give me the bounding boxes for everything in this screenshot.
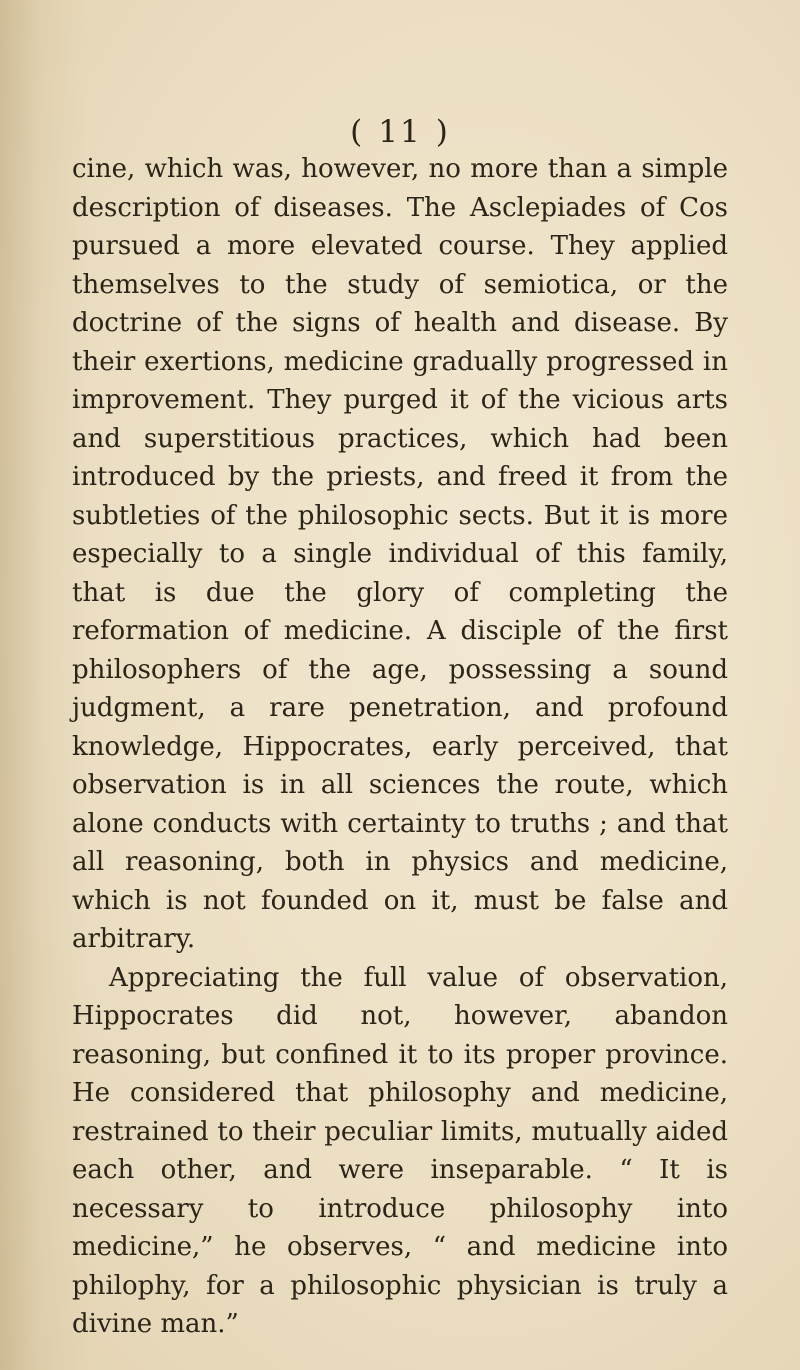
paragraph-2: Appreciating the full value of observation, Hippocrates did not, however, abandon reasoning, but confined it to its proper province. He considered that philosophy and medicine, restrained to their peculiar limits, mutually aided each other, and were inseparable. “ It is necessary to introduce philosophy into medicine,” he observes, “ and medicine into philophy, for a philosophic physician is truly a divine man.” xyxy=(72,962,728,1339)
page-body xyxy=(72,150,728,1344)
page-number-value: 11 xyxy=(378,114,422,150)
page-number: ( 11 ) xyxy=(350,114,450,150)
paragraph-1: cine, which was, however, no more than a simple description of diseases. The Asclepiades of Cos pursued a more elevated course. They applied themselves to the study of semiotica, or the doctrine of the signs of health and disease. By their exertions, medicine gradually progressed in improvement. They purged it of the vicious arts and superstitious practices, which had been introduced by the priests, and freed it from the subtleties of the philosophic sects. But it is more especially to a single individual of this family, that is due the glory of completing the reformation of medicine. A disciple of the first philosophers of the age, possessing a sound judgment, a rare penetration, and profound knowledge, Hippocrates, early perceived, that observation is in all sciences the route, which alone conducts with certainty to truths ; and that all reasoning, both in physics and medicine, which is not founded on it, must be false and arbitrary. xyxy=(72,154,728,954)
